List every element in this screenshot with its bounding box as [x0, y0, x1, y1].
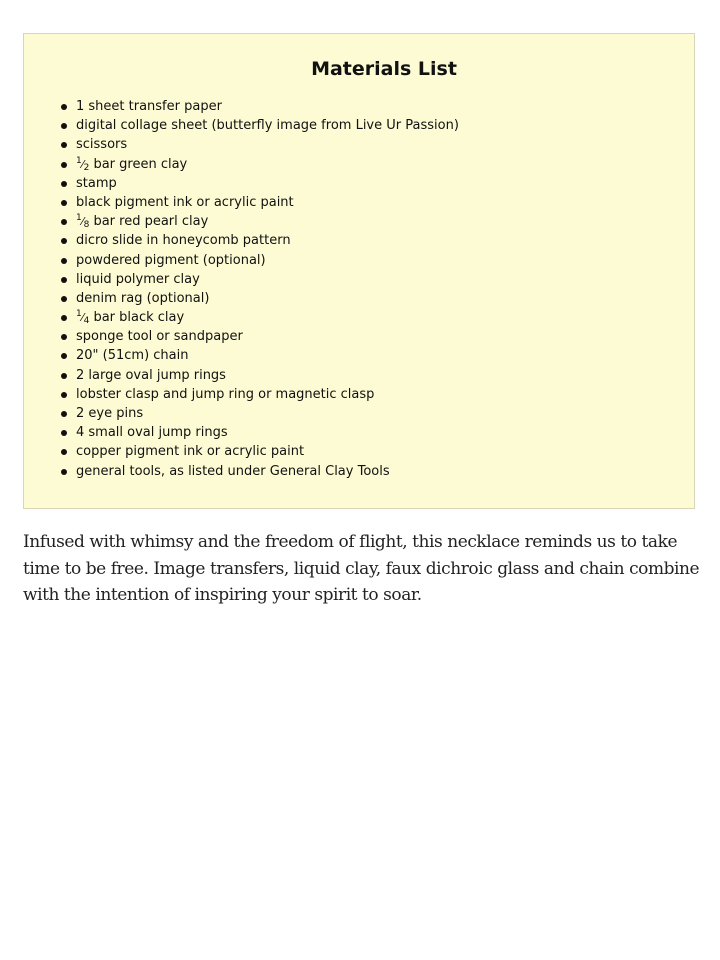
materials-item-text: scissors: [76, 137, 128, 153]
materials-item-text: powdered pigment (optional): [76, 252, 266, 268]
materials-item-text: copper pigment ink or acrylic paint: [76, 444, 305, 460]
materials-item-text: stamp: [76, 175, 117, 191]
materials-list: [76, 97, 459, 481]
materials-list-item: [76, 366, 459, 385]
materials-title: Materials List: [311, 58, 457, 80]
fraction: [76, 214, 89, 229]
fraction-numerator: 1: [76, 309, 82, 320]
materials-item-text: bar black clay: [89, 310, 185, 326]
materials-item-text: sponge tool or sandpaper: [76, 329, 243, 345]
materials-title-wrap: [23, 55, 695, 83]
fraction-numerator: 1: [76, 155, 82, 166]
fraction: [76, 157, 89, 172]
materials-item-text: lobster clasp and jump ring or magnetic clasp: [76, 386, 375, 402]
materials-item-text: 20" (51cm) chain: [76, 348, 189, 364]
materials-list-item: [76, 155, 459, 174]
fraction-slash: ⁄: [81, 157, 84, 171]
bullet-icon: [61, 469, 67, 475]
bullet-icon: [61, 181, 67, 187]
materials-list-item: [76, 462, 459, 481]
bullet-icon: [61, 200, 67, 206]
materials-item-text: 1 sheet transfer paper: [76, 99, 222, 114]
materials-item-text: general tools, as listed under General Clay Tools: [76, 463, 390, 479]
materials-list-item: [76, 327, 459, 346]
materials-item-text: denim rag (optional): [76, 290, 210, 306]
materials-list-item: [76, 423, 459, 442]
bullet-icon: [61, 258, 67, 264]
materials-list-item: [76, 346, 459, 365]
materials-list-item: [76, 404, 459, 423]
materials-list-item: [76, 135, 459, 154]
materials-item-text: 2 eye pins: [76, 406, 144, 421]
fraction-slash: ⁄: [81, 311, 84, 325]
fraction-denominator: 4: [83, 316, 90, 327]
intro-paragraph: Infused with whimsy and the freedom of flight, this necklace reminds us to take time to be free. Image transfers, liquid clay, faux dichroic glass and chain combine with the intention of inspiring your spirit to soar.: [23, 532, 700, 605]
materials-item-text: 4 small oval jump rings: [76, 425, 228, 441]
materials-item-text: digital collage sheet (butterfly image from Live Ur Passion): [76, 118, 459, 134]
bullet-icon: [61, 277, 67, 283]
materials-list-item: [76, 442, 459, 461]
materials-list-item: [76, 97, 459, 116]
materials-item-text: liquid polymer clay: [76, 271, 200, 287]
fraction-denominator: 8: [83, 220, 90, 231]
bullet-icon: [61, 296, 67, 302]
bullet-icon: [61, 411, 67, 417]
materials-list-item: [76, 212, 459, 231]
materials-list-item: [76, 270, 459, 289]
materials-list-item: [76, 251, 459, 270]
materials-list-item: [76, 308, 459, 327]
bullet-icon: [61, 104, 67, 110]
materials-list-item: [76, 193, 459, 212]
fraction-denominator: 2: [83, 162, 90, 173]
fraction: [76, 310, 89, 325]
bullet-icon: [61, 392, 67, 398]
materials-list-item: [76, 231, 459, 250]
bullet-icon: [61, 162, 67, 168]
materials-item-text: black pigment ink or acrylic paint: [76, 194, 294, 210]
materials-list-item: [76, 289, 459, 308]
materials-item-text: bar green clay: [89, 156, 188, 172]
fraction-numerator: 1: [76, 213, 82, 224]
materials-list-item: [76, 174, 459, 193]
bullet-icon: [61, 373, 67, 379]
materials-list-item: [76, 385, 459, 404]
fraction-slash: ⁄: [81, 215, 84, 229]
materials-item-text: 2 large oval jump rings: [76, 367, 226, 383]
materials-item-text: bar red pearl clay: [89, 214, 209, 230]
materials-list-item: [76, 116, 459, 135]
materials-item-text: dicro slide in honeycomb pattern: [76, 233, 291, 249]
